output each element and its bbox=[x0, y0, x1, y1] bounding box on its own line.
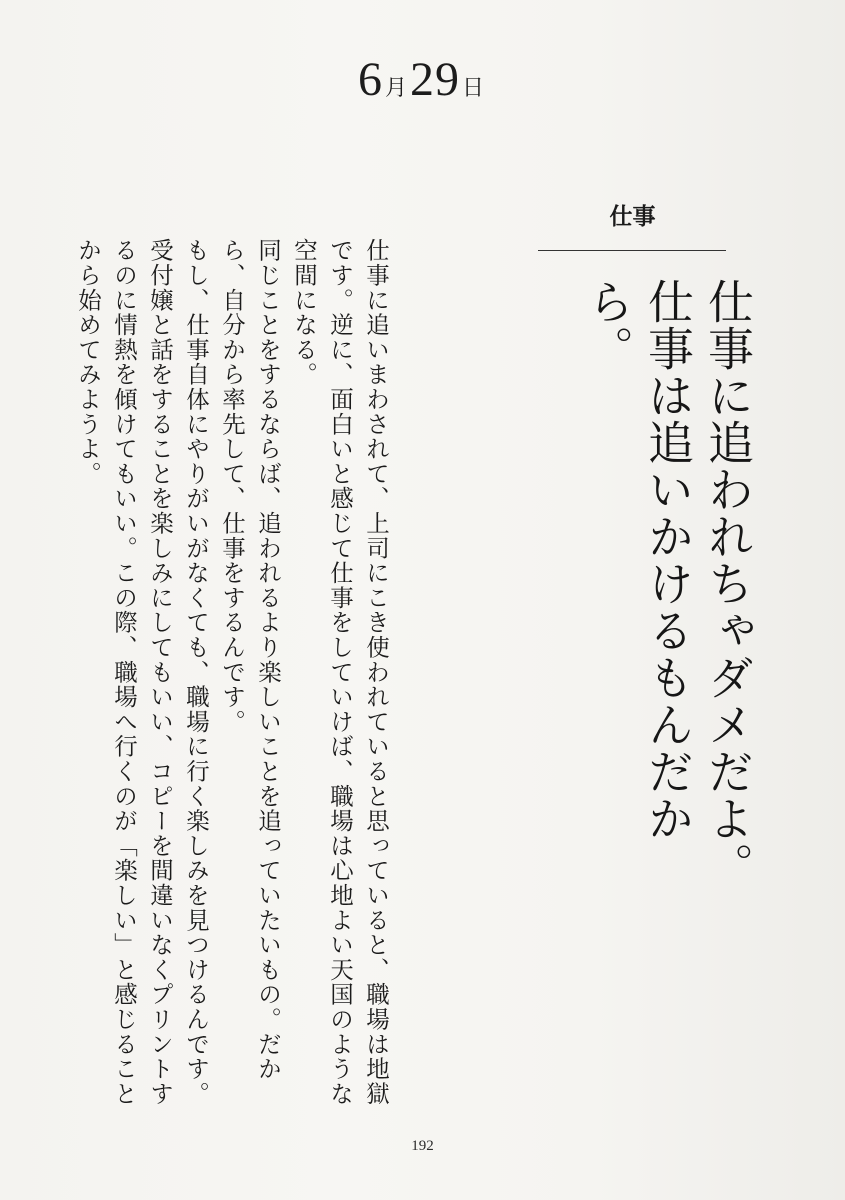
body-paragraph-3: もし、仕事自体にやりがいがなくても、職場に行く楽しみを見つけるんです。受付嬢と話をすることを楽しみにしてもいい、コピーを間違いなくプリントするのに情熱を傾けてもいい。この際、職場へ行くのが「楽しい」と感じることから始めてみようよ。 bbox=[74, 238, 210, 1106]
date-day: 29 bbox=[410, 53, 460, 106]
headline bbox=[578, 278, 758, 898]
category-divider bbox=[538, 250, 726, 251]
page-number: 192 bbox=[411, 1138, 434, 1154]
body-paragraph-2: 同じことをするならば、追われるより楽しいことを追っていたいもの。だから、自分から率先して、仕事をするんです。 bbox=[218, 238, 282, 1082]
entry-date bbox=[0, 52, 845, 107]
headline-line-1: 仕事に追われちゃダメだよ。 bbox=[701, 278, 755, 889]
date-month: 6 bbox=[357, 53, 383, 106]
date-day-unit: 日 bbox=[462, 75, 486, 100]
date-month-unit: 月 bbox=[384, 75, 408, 100]
body-text bbox=[70, 238, 394, 1108]
category-label: 仕事 bbox=[609, 204, 656, 230]
headline-line-2: 仕事は追いかけるもんだから。 bbox=[581, 278, 695, 842]
body-paragraph-1: 仕事に追いまわされて、上司にこき使われていると思っていると、職場は地獄です。逆に、面白いと感じて仕事をしていけば、職場は心地よい天国のような空間になる。 bbox=[290, 238, 390, 1106]
